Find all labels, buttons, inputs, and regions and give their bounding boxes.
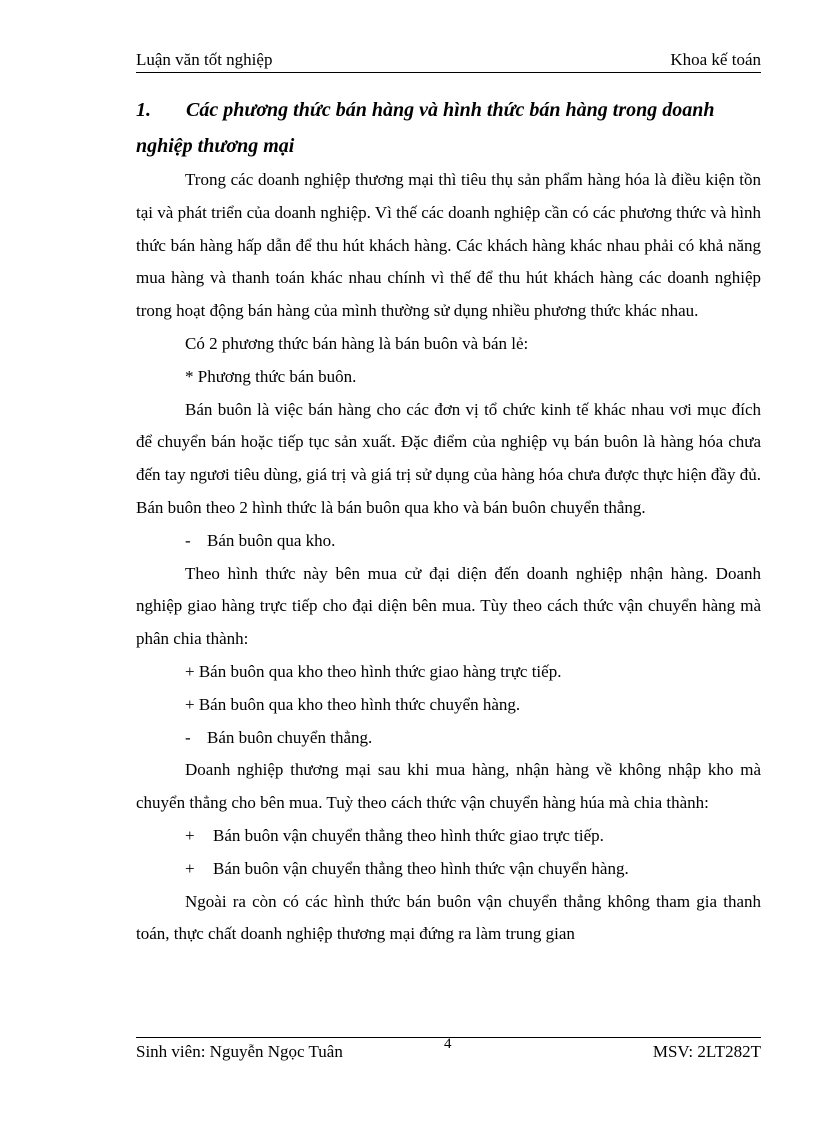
list-item-text: Bán buôn vận chuyển thẳng theo hình thức giao trực tiếp. (213, 825, 604, 845)
plus-mark: + (185, 825, 195, 845)
dash-mark: - (185, 727, 191, 747)
body-text (136, 164, 761, 951)
paragraph: Doanh nghiệp thương mại sau khi mua hàng, nhận hàng về không nhập kho mà chuyển thẳng cho bên mua. Tuỳ theo cách thức vận chuyển hàng húa mà chia thành: (136, 760, 761, 813)
dash-mark: - (185, 530, 191, 550)
header-right: Khoa kế toán (670, 50, 761, 69)
list-item-text: Bán buôn chuyển thẳng. (207, 727, 373, 747)
footer-student-id: MSV: 2LT282T (652, 1042, 761, 1061)
paragraph: Có 2 phương thức bán hàng là bán buôn và bán lẻ: (185, 333, 529, 353)
section-number: 1. (136, 99, 151, 121)
list-item (136, 525, 761, 558)
list-item-text: Bán buôn vận chuyển thẳng theo hình thức vận chuyển hàng. (213, 858, 629, 878)
section-heading (136, 92, 761, 164)
list-item (136, 722, 761, 755)
paragraph: Bán buôn là việc bán hàng cho các đơn vị tổ chức kinh tế khác nhau vơi mục đích để chuyển bán hoặc tiếp tục sản xuất. Đặc điểm của nghiệp vụ bán buôn là hàng hóa chưa đến tay ngươi tiêu dùng, giá trị và giá trị sử dụng của hàng hóa chưa được thực hiện đầy đủ. Bán buôn theo 2 hình thức là bán buôn qua kho và bán buôn chuyển thẳng. (136, 399, 761, 517)
list-item (136, 853, 761, 886)
list-item: + Bán buôn qua kho theo hình thức giao hàng trực tiếp. (185, 661, 562, 681)
plus-mark: + (185, 858, 195, 878)
list-item-text: Bán buôn qua kho. (207, 530, 336, 550)
footer-student: Sinh viên: Nguyễn Ngọc Tuân (136, 1042, 343, 1061)
page-footer (136, 1037, 761, 1066)
page-number: 4 (444, 1036, 452, 1052)
paragraph: Ngoài ra còn có các hình thức bán buôn vận chuyển thẳng không tham gia thanh toán, thực chất doanh nghiệp thương mại đứng ra làm trung gian (136, 891, 761, 944)
paragraph: * Phương thức bán buôn. (185, 366, 357, 386)
paragraph: Trong các doanh nghiệp thương mại thì tiêu thụ sản phẩm hàng hóa là điều kiện tồn tại và phát triển của doanh nghiệp. Vì thế các doanh nghiệp cần có các phương thức và hình thức bán hàng hấp dẫn để thu hút khách hàng. Các khách hàng khác nhau phải có khả năng mua hàng và thanh toán khác nhau chính vì thế để thu hút khách hàng các doanh nghiệp trong hoạt động bán hàng của mình thường sử dụng nhiều phương thức khác nhau. (136, 170, 761, 321)
header-left: Luận văn tốt nghiệp (136, 50, 273, 69)
list-item (136, 820, 761, 853)
page-header (136, 48, 761, 73)
section-title: Các phương thức bán hàng và hình thức bán hàng trong doanh nghiệp thương mại (136, 99, 715, 157)
list-item: + Bán buôn qua kho theo hình thức chuyển hàng. (185, 694, 521, 714)
paragraph: Theo hình thức này bên mua cử đại diện đến doanh nghiệp nhận hàng. Doanh nghiệp giao hàng trực tiếp cho đại diện bên mua. Tùy theo cách thức vận chuyển hàng mà phân chia thành: (136, 563, 761, 649)
